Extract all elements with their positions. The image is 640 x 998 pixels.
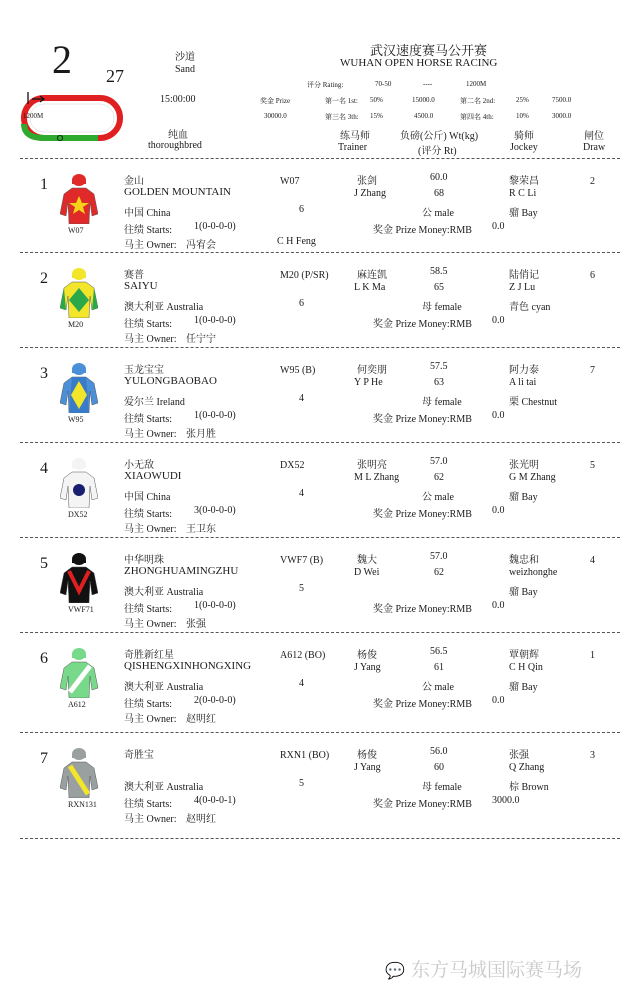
prize-money-label: 奖金 Prize Money:RMB: [373, 319, 472, 330]
prize-label: 奖金 Prize: [260, 97, 291, 105]
owner-label: 马主 Owner:: [124, 524, 177, 535]
silk-code: RXN131: [68, 800, 97, 809]
horse-color: 骝 Bay: [509, 492, 538, 503]
trainer-cn: 何奕朋: [357, 365, 387, 376]
draw-number: 4: [590, 555, 595, 566]
horse-color: 青色 cyan: [509, 302, 551, 313]
prize-money-label: 奖金 Prize Money:RMB: [373, 225, 472, 236]
horse-weight: 56.5: [430, 646, 448, 657]
row-divider: [20, 158, 620, 159]
jockey-silk-icon: [60, 746, 98, 798]
jockey-en: C H Qin: [509, 662, 543, 673]
trainer-cn: 张明亮: [357, 460, 387, 471]
trainer-en: D Wei: [354, 567, 380, 578]
row-divider: [20, 838, 620, 839]
trainer-en: J Yang: [354, 762, 381, 773]
watermark-text: 东方马城国际赛马场: [410, 959, 582, 981]
owner-cn: 张强: [186, 619, 206, 630]
horse-code: A612 (BO): [280, 650, 326, 661]
prize-money-label: 奖金 Prize Money:RMB: [373, 604, 472, 615]
race-number: 2: [52, 37, 72, 82]
header-weight-en: (评分 Rt): [418, 146, 457, 157]
prize-money: 0.0: [492, 695, 505, 706]
jockey-en: G M Zhang: [509, 472, 556, 483]
trainer-en: J Zhang: [354, 188, 386, 199]
horse-code: DX52: [280, 460, 305, 471]
silk-code: VWF71: [68, 605, 94, 614]
horse-sex: 母 female: [422, 397, 462, 408]
jockey-en: weizhonghe: [509, 567, 558, 578]
row-divider: [20, 632, 620, 633]
prize-money: 3000.0: [492, 795, 520, 806]
horse-color: 骝 Bay: [509, 682, 538, 693]
surface-en: Sand: [175, 64, 195, 75]
owner-label: 马主 Owner:: [124, 814, 177, 825]
prize-money-label: 奖金 Prize Money:RMB: [373, 799, 472, 810]
trainer-en: J Yang: [354, 662, 381, 673]
prize-4-amount: 3000.0: [552, 112, 572, 120]
prize-money-label: 奖金 Prize Money:RMB: [373, 699, 472, 710]
jockey-silk-icon: [60, 266, 98, 318]
jockey-silk-icon: [60, 646, 98, 698]
horse-entry: [0, 355, 640, 451]
horse-country: 中国 China: [124, 492, 171, 503]
trainer-cn: 杨俊: [357, 650, 377, 661]
header-trainer-cn: 练马师: [340, 131, 370, 142]
owner-cn: 赵明红: [186, 714, 216, 725]
horse-code: W07: [280, 176, 300, 187]
trainer-en: L K Ma: [354, 282, 386, 293]
jockey-cn: 陆俏记: [509, 270, 539, 281]
horse-weight: 57.0: [430, 456, 448, 467]
horse-rating: 61: [434, 662, 444, 673]
starts-label: 往绩 Starts:: [124, 414, 173, 425]
jockey-en: Q Zhang: [509, 762, 545, 773]
horse-entry: [0, 260, 640, 356]
prize-money-label: 奖金 Prize Money:RMB: [373, 509, 472, 520]
prize-2-label: 第二名 2nd:: [460, 97, 496, 105]
horse-name-cn: 赛普: [124, 270, 144, 281]
header-jockey-cn: 骑师: [514, 131, 534, 142]
draw-number: 3: [590, 750, 595, 761]
horse-weight: 56.0: [430, 746, 448, 757]
jockey-en: Z J Lu: [509, 282, 536, 293]
horse-rating: 60: [434, 762, 444, 773]
horse-weight: 57.5: [430, 361, 448, 372]
starts-label: 往绩 Starts:: [124, 604, 173, 615]
horse-number: 7: [40, 750, 48, 767]
owner-cn: 任宁宁: [186, 334, 216, 345]
silk-code: DX52: [68, 510, 88, 519]
horse-rating: 65: [434, 282, 444, 293]
horse-number: 2: [40, 270, 48, 287]
starts-record: 2(0-0-0-0): [194, 695, 236, 706]
horse-rating: 62: [434, 472, 444, 483]
starts-record: 1(0-0-0-0): [194, 410, 236, 421]
jockey-cn: 张强: [509, 750, 529, 761]
wechat-icon: 💬: [385, 961, 405, 980]
prize-2-amount: 7500.0: [552, 96, 572, 104]
horse-sex: 母 female: [422, 302, 462, 313]
horse-color: 栗 Chestnut: [509, 397, 558, 408]
race-title-cn: 武汉速度赛马公开赛: [370, 43, 488, 58]
horse-name-cn: 小无敌: [124, 460, 154, 471]
owner-label: 马主 Owner:: [124, 714, 177, 725]
prize-3-amount: 4500.0: [414, 112, 434, 120]
horse-age: 4: [299, 393, 304, 404]
jockey-en: A li tai: [509, 377, 537, 388]
horse-name-en: SAIYU: [124, 280, 158, 292]
trainer-cn: 魏大: [357, 555, 377, 566]
starts-record: 3(0-0-0-0): [194, 505, 236, 516]
jockey-cn: 魏忠和: [509, 555, 539, 566]
race-time: 15:00:00: [160, 94, 196, 105]
horse-country: 澳大利亚 Australia: [124, 682, 204, 693]
horse-entry: [0, 450, 640, 546]
header-breed-cn: 纯血: [168, 130, 188, 141]
header-breed-en: thoroughbred: [148, 140, 202, 151]
horse-color: 棕 Brown: [509, 782, 549, 793]
owner-cn: 赵明红: [186, 814, 216, 825]
surface-cn: 沙道: [175, 52, 195, 63]
prize-4-pct: 10%: [516, 112, 529, 120]
silk-code: M20: [68, 320, 84, 329]
horse-name-cn: 奇胜新红星: [124, 650, 174, 661]
horse-name-cn: 金山: [124, 176, 144, 187]
starts-label: 往绩 Starts:: [124, 509, 173, 520]
horse-name-en: GOLDEN MOUNTAIN: [124, 186, 231, 198]
horse-rating: 63: [434, 377, 444, 388]
draw-number: 2: [590, 176, 595, 187]
horse-country: 中国 China: [124, 208, 171, 219]
horse-weight: 57.0: [430, 551, 448, 562]
horse-number: 3: [40, 365, 48, 382]
starts-label: 往绩 Starts:: [124, 225, 173, 236]
watermark: [385, 955, 582, 982]
row-divider: [20, 732, 620, 733]
header-draw-cn: 闸位: [584, 131, 604, 142]
starts-label: 往绩 Starts:: [124, 799, 173, 810]
prize-money: 0.0: [492, 505, 505, 516]
owner-cn: 王卫东: [186, 524, 216, 535]
horse-name-en: XIAOWUDI: [124, 470, 182, 482]
header-trainer-en: Trainer: [338, 142, 368, 153]
horse-country: 澳大利亚 Australia: [124, 782, 204, 793]
prize-2-pct: 25%: [516, 96, 529, 104]
horse-weight: 60.0: [430, 172, 448, 183]
jockey-silk-icon: [60, 456, 98, 508]
horse-code: RXN1 (BO): [280, 750, 330, 761]
horse-age: 4: [299, 488, 304, 499]
horse-weight: 58.5: [430, 266, 448, 277]
horse-code: W95 (B): [280, 365, 316, 376]
owner-en: C H Feng: [277, 236, 316, 247]
prize-money: 0.0: [492, 221, 505, 232]
prize-3-pct: 15%: [370, 112, 383, 120]
owner-label: 马主 Owner:: [124, 619, 177, 630]
header-jockey-en: Jockey: [510, 142, 538, 153]
horse-number: 4: [40, 460, 48, 477]
starts-record: 1(0-0-0-0): [194, 600, 236, 611]
header-weight-cn: 负磅(公斤) Wt(kg): [400, 131, 479, 142]
owner-cn: 张月胜: [186, 429, 216, 440]
race-title-en: WUHAN OPEN HORSE RACING: [340, 57, 498, 69]
prize-1-label: 第一名 1st:: [325, 97, 358, 105]
horse-entry: [0, 640, 640, 736]
silk-code: A612: [68, 700, 86, 709]
horse-country: 澳大利亚 Australia: [124, 302, 204, 313]
row-divider: [20, 252, 620, 253]
horse-name-cn: 玉龙宝宝: [124, 365, 164, 376]
jockey-silk-icon: [60, 172, 98, 224]
horse-age: 5: [299, 583, 304, 594]
track-label: 1200M: [23, 112, 44, 120]
horse-number: 1: [40, 176, 48, 193]
jockey-silk-icon: [60, 361, 98, 413]
horse-code: VWF7 (B): [280, 555, 324, 566]
jockey-silk-icon: [60, 551, 98, 603]
horse-color: 骝 Bay: [509, 587, 538, 598]
row-divider: [20, 442, 620, 443]
row-divider: [20, 347, 620, 348]
horse-name-cn: 奇胜宝: [124, 750, 154, 761]
horse-number: 6: [40, 650, 48, 667]
draw-number: 5: [590, 460, 595, 471]
header-draw-en: Draw: [583, 142, 606, 153]
draw-number: 6: [590, 270, 595, 281]
race-distance: 1200M: [466, 80, 487, 88]
horse-age: 5: [299, 778, 304, 789]
jockey-cn: 阿力泰: [509, 365, 539, 376]
jockey-en: R C Li: [509, 188, 537, 199]
silk-code: W07: [68, 226, 84, 235]
prize-money: 0.0: [492, 315, 505, 326]
prize-1-pct: 50%: [370, 96, 383, 104]
jockey-cn: 黎荣昌: [509, 176, 539, 187]
owner-cn: 冯宥会: [186, 240, 216, 251]
horse-sex: 公 male: [422, 682, 454, 693]
row-divider: [20, 537, 620, 538]
owner-label: 马主 Owner:: [124, 429, 177, 440]
draw-number: 1: [590, 650, 595, 661]
prize-money: 0.0: [492, 410, 505, 421]
prize-1-amount: 15000.0: [412, 96, 435, 104]
horse-age: 4: [299, 678, 304, 689]
rating-value: 70-50: [375, 80, 392, 88]
draw-number: 7: [590, 365, 595, 376]
starts-record: 4(0-0-0-1): [194, 795, 236, 806]
horse-sex: 公 male: [422, 208, 454, 219]
prize-money-label: 奖金 Prize Money:RMB: [373, 414, 472, 425]
horse-name-en: YULONGBAOBAO: [124, 375, 217, 387]
jockey-cn: 覃朝辉: [509, 650, 539, 661]
trainer-cn: 麻连凯: [357, 270, 387, 281]
horse-color: 骝 Bay: [509, 208, 538, 219]
owner-label: 马主 Owner:: [124, 334, 177, 345]
owner-label: 马主 Owner:: [124, 240, 177, 251]
horse-entry: [0, 740, 640, 836]
starts-label: 往绩 Starts:: [124, 699, 173, 710]
horse-number: 5: [40, 555, 48, 572]
race-sub-number: 27: [106, 66, 124, 86]
jockey-cn: 张光明: [509, 460, 539, 471]
starts-label: 往绩 Starts:: [124, 319, 173, 330]
horse-entry: [0, 166, 640, 262]
horse-sex: 公 male: [422, 492, 454, 503]
trainer-en: M L Zhang: [354, 472, 400, 483]
horse-age: 6: [299, 204, 304, 215]
horse-code: M20 (P/SR): [280, 270, 329, 281]
prize-money: 0.0: [492, 600, 505, 611]
horse-rating: 62: [434, 567, 444, 578]
horse-name-en: ZHONGHUAMINGZHU: [124, 565, 239, 577]
rating-label: 评分 Rating:: [307, 81, 344, 89]
prize-4-label: 第四名 4th:: [460, 113, 494, 121]
horse-sex: 母 female: [422, 782, 462, 793]
prize-total: 30000.0: [264, 112, 287, 120]
horse-rating: 68: [434, 188, 444, 199]
horse-entry: [0, 545, 640, 641]
horse-country: 澳大利亚 Australia: [124, 587, 204, 598]
starts-record: 1(0-0-0-0): [194, 221, 236, 232]
trainer-en: Y P He: [354, 377, 383, 388]
horse-country: 爱尔兰 Ireland: [124, 397, 185, 408]
horse-name-cn: 中华明珠: [124, 555, 164, 566]
starts-record: 1(0-0-0-0): [194, 315, 236, 326]
trainer-cn: 张剑: [357, 176, 377, 187]
horse-name-en: QISHENGXINHONGXING: [124, 660, 252, 672]
trainer-cn: 杨俊: [357, 750, 377, 761]
rating-dash: ----: [423, 80, 433, 88]
silk-code: W95: [68, 415, 84, 424]
prize-3-label: 第三名 3th:: [325, 113, 359, 121]
horse-age: 6: [299, 298, 304, 309]
